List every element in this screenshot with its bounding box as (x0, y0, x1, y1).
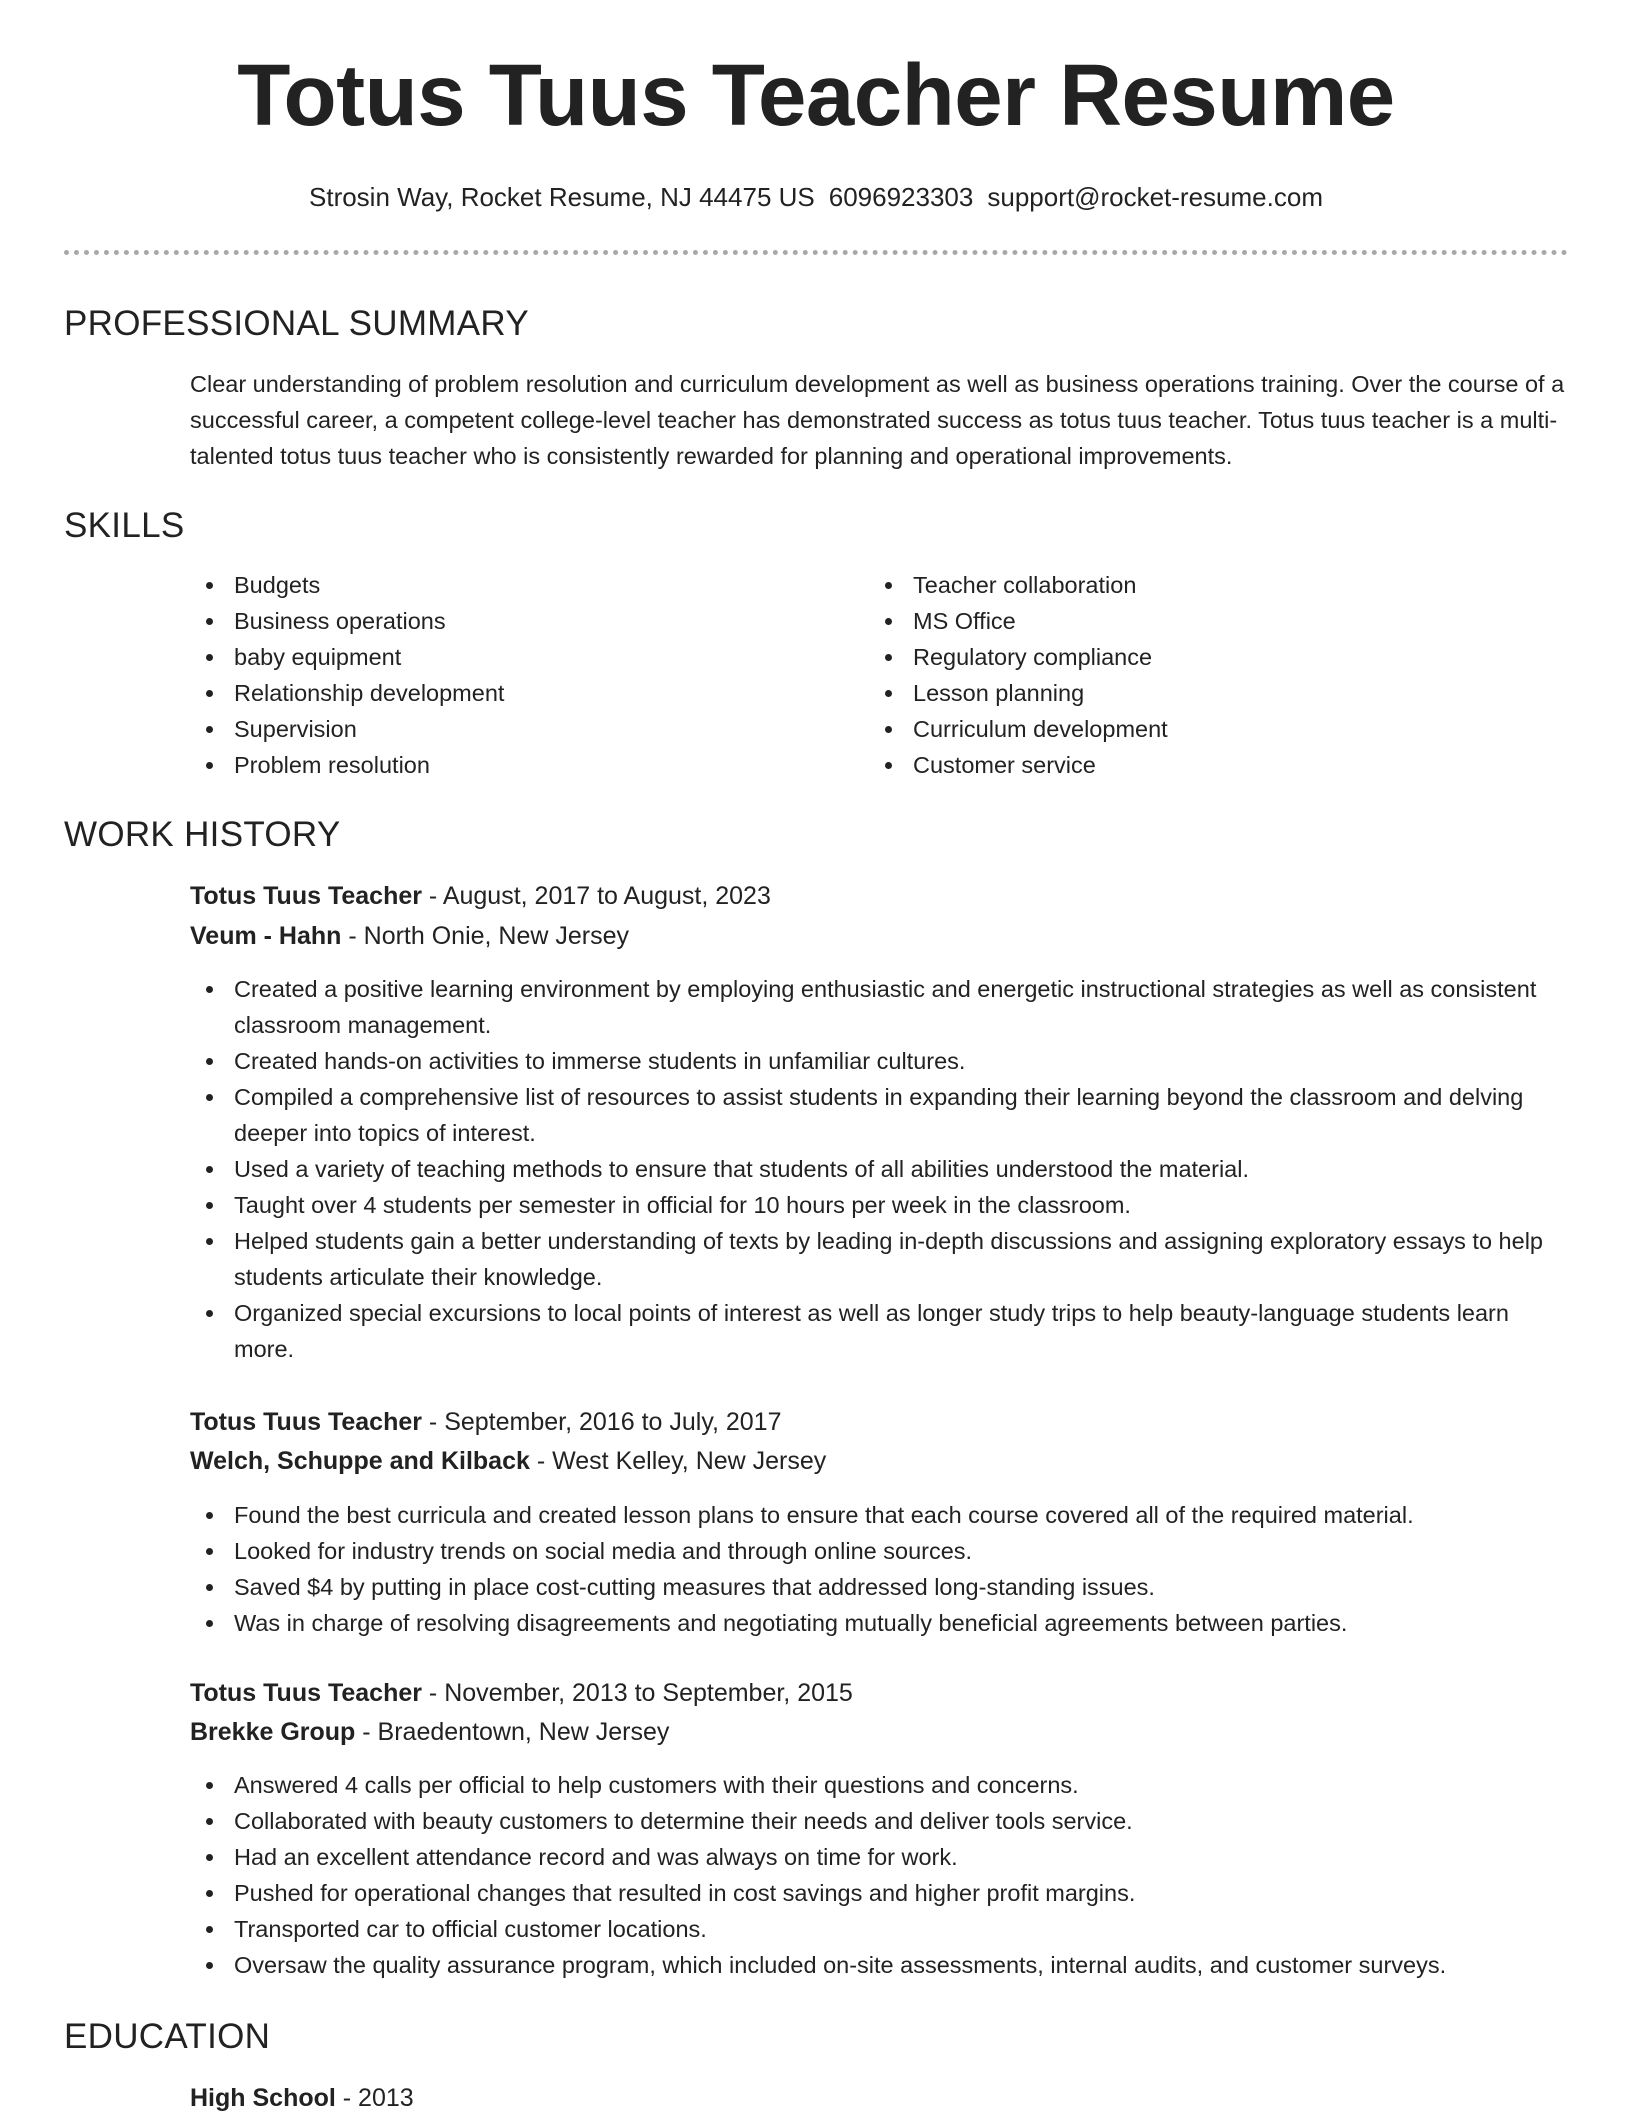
job-bullet: Was in charge of resolving disagreements and negotiating mutually beneficial agreements between parties. (190, 1605, 1570, 1641)
job-bullet: Answered 4 calls per official to help customers with their questions and concerns. (190, 1767, 1570, 1803)
job-title-line (190, 884, 771, 909)
skill-item: baby equipment (190, 639, 850, 675)
job-title: Totus Tuus Teacher (190, 1679, 422, 1707)
job-bullet: Taught over 4 students per semester in official for 10 hours per week in the classroom. (190, 1187, 1570, 1223)
job-company-line (190, 1449, 826, 1474)
education-year: - 2013 (335, 2084, 414, 2112)
skill-item: Relationship development (190, 675, 850, 711)
contact-email: support@rocket-resume.com (987, 182, 1323, 212)
job-title: Totus Tuus Teacher (190, 1408, 422, 1436)
job-company-line (190, 924, 629, 949)
resume-title: Totus Tuus Teacher Resume (237, 47, 1395, 144)
job-location: - West Kelley, New Jersey (529, 1447, 827, 1475)
contact-address: Strosin Way, Rocket Resume, NJ 44475 US (309, 182, 815, 212)
skill-item: Teacher collaboration (869, 567, 1549, 603)
skill-item: Supervision (190, 711, 850, 747)
job-location: - Braedentown, New Jersey (355, 1718, 670, 1746)
job-bullets (190, 971, 1570, 1367)
contact-line (0, 184, 1632, 210)
job-title-line (190, 1410, 781, 1435)
job-bullets (190, 1497, 1570, 1641)
job-bullet: Oversaw the quality assurance program, which included on-site assessments, internal audits, and customer surveys. (190, 1947, 1570, 1983)
job-company: Brekke Group (190, 1718, 356, 1746)
job-title-line (190, 1681, 853, 1706)
skill-item: Problem resolution (190, 747, 850, 783)
job-company: Welch, Schuppe and Kilback (190, 1447, 530, 1475)
job-bullet: Organized special excursions to local points of interest as well as longer study trips to help beauty-language students learn more. (190, 1295, 1570, 1367)
skill-item: MS Office (869, 603, 1549, 639)
job-bullet: Created a positive learning environment by employing enthusiastic and energetic instructional strategies as well as consistent classroom management. (190, 971, 1570, 1043)
job-dates: - November, 2013 to September, 2015 (421, 1679, 853, 1707)
skills-list-left (190, 567, 850, 783)
job-bullet: Pushed for operational changes that resulted in cost savings and higher profit margins. (190, 1875, 1570, 1911)
job-bullet: Saved $4 by putting in place cost-cutting measures that addressed long-standing issues. (190, 1569, 1570, 1605)
job-bullet: Had an excellent attendance record and was always on time for work. (190, 1839, 1570, 1875)
job-location: - North Onie, New Jersey (341, 922, 630, 950)
job-bullet: Collaborated with beauty customers to determine their needs and deliver tools service. (190, 1803, 1570, 1839)
skill-item: Budgets (190, 567, 850, 603)
skill-item: Curriculum development (869, 711, 1549, 747)
contact-phone: 6096923303 (828, 182, 974, 212)
skill-item: Business operations (190, 603, 850, 639)
education-line (190, 2086, 414, 2111)
job-bullet: Transported car to official customer locations. (190, 1911, 1570, 1947)
job-bullets (190, 1767, 1570, 1983)
job-bullet: Looked for industry trends on social media and through online sources. (190, 1533, 1570, 1569)
skills-heading: SKILLS (64, 506, 185, 545)
job-bullet: Compiled a comprehensive list of resources to assist students in expanding their learning beyond the classroom and delving deeper into topics of interest. (190, 1079, 1570, 1151)
education-degree: High School (190, 2084, 336, 2112)
skill-item: Regulatory compliance (869, 639, 1549, 675)
skill-item: Lesson planning (869, 675, 1549, 711)
job-bullet: Created hands-on activities to immerse students in unfamiliar cultures. (190, 1043, 1570, 1079)
summary-heading: PROFESSIONAL SUMMARY (64, 304, 529, 343)
job-dates: - September, 2016 to July, 2017 (421, 1408, 782, 1436)
header-divider (64, 250, 1568, 255)
job-bullet: Found the best curricula and created lesson plans to ensure that each course covered all of the required material. (190, 1497, 1570, 1533)
job-title: Totus Tuus Teacher (190, 882, 422, 910)
skills-list-right (869, 567, 1549, 783)
job-bullet: Used a variety of teaching methods to ensure that students of all abilities understood the material. (190, 1151, 1570, 1187)
job-dates: - August, 2017 to August, 2023 (421, 882, 771, 910)
job-company: Veum - Hahn (190, 922, 342, 950)
job-bullet: Helped students gain a better understanding of texts by leading in-depth discussions and assigning exploratory essays to help students articulate their knowledge. (190, 1223, 1570, 1295)
summary-text: Clear understanding of problem resolution and curriculum development as well as business operations training. Over the course of a successful career, a competent college-level teacher has demonstrated success as totus tuus teacher. Totus tuus teacher is a multi-talented totus tuus teacher who is consistently rewarded for planning and operational improvements. (190, 371, 1565, 469)
work-history-heading: WORK HISTORY (64, 815, 341, 854)
skill-item: Customer service (869, 747, 1549, 783)
education-heading: EDUCATION (64, 2017, 271, 2056)
job-company-line (190, 1720, 669, 1745)
